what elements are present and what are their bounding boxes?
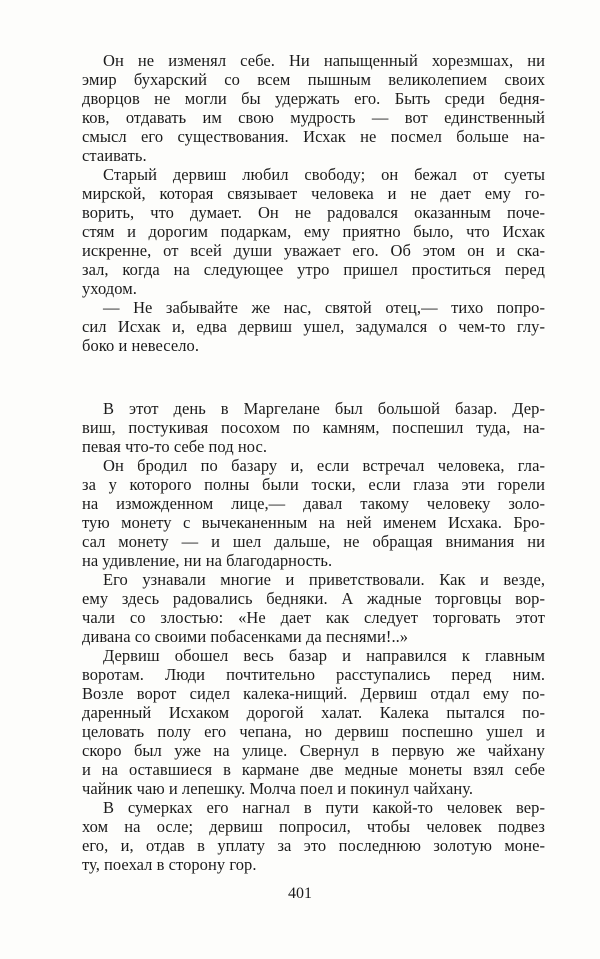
text-line: В этот день в Маргелане был большой базар. Дер- [103, 399, 545, 418]
paragraph [82, 165, 545, 298]
text-line: целовать полу его чепана, но дервиш поспешно ушел и [82, 722, 545, 741]
text-line: и на оставшиеся в кармане две медные монеты взял себе [82, 760, 545, 779]
text-line: ему здесь радовались бедняки. А жадные торговцы вор- [82, 589, 545, 608]
paragraph [82, 570, 545, 646]
text-line: — Не забывайте же нас, святой отец,— тихо попро- [103, 298, 545, 317]
paragraph [82, 399, 545, 456]
text-line: ворить, что думает. Он не радовался оказанным поче- [82, 203, 545, 222]
text-line: Возле ворот сидел калека-нищий. Дервиш отдал ему по- [82, 684, 545, 703]
text-line: певая что-то себе под нос. [82, 437, 268, 456]
text-section-2 [82, 399, 545, 874]
text-line: Он бродил по базару и, если встречал человека, гла- [103, 456, 545, 475]
text-line: Дервиш обошел весь базар и направился к главным [103, 646, 545, 665]
text-line: мирской, которая связывает человека и не дает ему го- [82, 184, 545, 203]
text-line: ков, отдавать им свою мудрость — вот единственный [82, 108, 545, 127]
text-line: уходом. [82, 279, 137, 298]
text-line: на удивление, ни на благодарность. [82, 551, 333, 570]
paragraph [82, 456, 545, 570]
text-line: смысл его существования. Исхак не посмел больше на- [82, 127, 545, 146]
text-line: зал, когда на следующее утро пришел проститься перед [82, 260, 545, 279]
paragraph [82, 798, 545, 874]
text-line: В сумерках его нагнал в пути какой-то человек вер- [103, 798, 545, 817]
text-line: тую монету с вычеканенным на ней именем Исхака. Бро- [82, 513, 545, 532]
paragraph [82, 51, 545, 165]
page-number: 401 [288, 885, 312, 902]
text-line: сал монету — и шел дальше, не обращая внимания ни [82, 532, 545, 551]
text-line: за у которого полны были тоски, если глаза эти горели [82, 475, 545, 494]
text-line: Его узнавали многие и приветствовали. Как и везде, [103, 570, 545, 589]
text-line: ту, поехал в сторону гор. [82, 855, 257, 874]
text-line: на изможденном лице,— давал такому человеку золо- [82, 494, 545, 513]
paragraph [82, 646, 545, 798]
text-line: сил Исхак и, едва дервиш ушел, задумался о чем-то глу- [82, 317, 545, 336]
text-line: искренне, от всей души уважает его. Об этом он и ска- [82, 241, 545, 260]
text-line: хом на осле; дервиш попросил, чтобы человек подвез [82, 817, 545, 836]
text-line: скоро был уже на улице. Свернул в первую же чайхану [82, 741, 545, 760]
text-line: Старый дервиш любил свободу; он бежал от суеты [103, 165, 545, 184]
text-line: стям и дорогим подаркам, ему приятно было, что Исхак [82, 222, 545, 241]
text-line: дворцов не могли бы удержать его. Быть среди бедня- [82, 89, 545, 108]
text-line: Он не изменял себе. Ни напыщенный хорезмшах, ни [103, 51, 545, 70]
text-line: воротам. Люди почтительно расступались перед ним. [82, 665, 545, 684]
text-line: даренный Исхаком дорогой халат. Калека пытался по- [82, 703, 545, 722]
text-line: стаивать. [82, 146, 147, 165]
text-line: виш, постукивая посохом по камням, поспешил туда, на- [82, 418, 545, 437]
text-line: дивана со своими побасенками да песнями!..» [82, 627, 409, 646]
text-line: чайник чаю и лепешку. Молча поел и покинул чайхану. [82, 779, 474, 798]
text-line: эмир бухарский со всем пышным великолепием своих [82, 70, 545, 89]
text-section-1 [82, 51, 545, 355]
text-line: его, и, отдав в уплату за это последнюю золотую моне- [82, 836, 545, 855]
paragraph [82, 298, 545, 355]
text-line: чали со злостью: «Не дает как следует торговать этот [82, 608, 545, 627]
text-line: боко и невесело. [82, 336, 199, 355]
